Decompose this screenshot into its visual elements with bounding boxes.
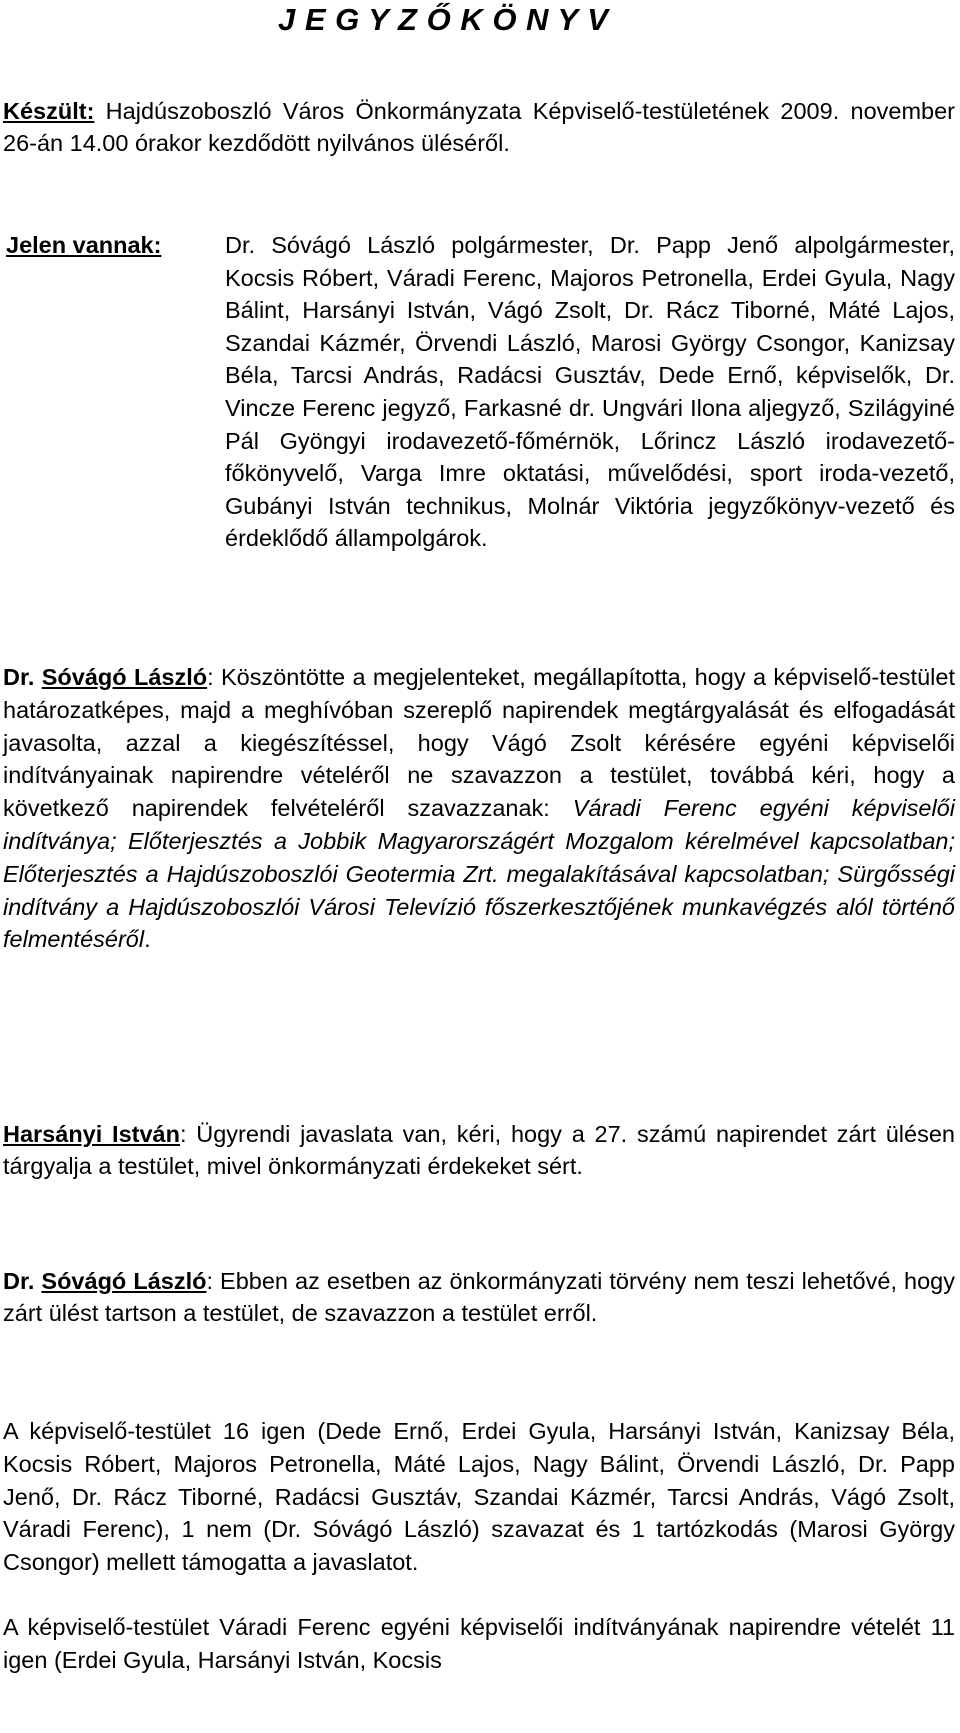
- agenda-items-italic: Váradi Ferenc egyéni képviselői indítványa; Előterjesztés a Jobbik Magyarországért Mozgalom kérelmével kapcsolatban; Előterjesztés a Hajdúszoboszlói Geotermia Zrt. megalakításával kapcsolatban; Sürgősségi indítvány a Hajdúszoboszlói Városi Televízió főszerkesztőjének munkavégzés alól történő felmentéséről: [3, 795, 955, 953]
- made-label: Készült:: [3, 98, 95, 124]
- paragraph-harsanyi: [3, 1118, 955, 1182]
- speaker-name: Sóvágó László: [41, 664, 208, 690]
- paragraph-text: : Ebben az esetben az önkormányzati törvény nem teszi lehetővé, hogy zárt ülést tartson a testület, de szavazzon a testület erről.: [3, 1268, 955, 1326]
- paragraph-vote-continued: [3, 1611, 955, 1677]
- paragraph-text: A képviselő-testület 16 igen (Dede Ernő, Erdei Gyula, Harsányi István, Kanizsay Béla, Kocsis Róbert, Majoros Petronella, Máté Lajos, Nagy Bálint, Örvendi László, Dr. Papp Jenő, Dr. Rácz Tiborné, Radácsi Gusztáv, Szandai Kázmér, Tarcsi András, Vágó Zsolt, Váradi Ferenc), 1 nem (Dr. Sóvágó László) szavazat és 1 tartózkodás (Marosi György Csongor) mellett támogatta a javaslatot.: [3, 1418, 955, 1576]
- document-title: J E G Y Z Ő K Ö N Y V: [278, 2, 609, 37]
- paragraph-text: : Köszöntötte a megjelenteket, megállapította, hogy a képviselő-testület határozatképes, majd a meghívóban szereplő napirendek megtárgyalását és elfogadását javasolta, azzal a kiegészítéssel, hogy Vágó Zsolt kérésére egyéni képviselői indítványainak napirendre vételéről ne szavazzon a testület, továbbá kéri, hogy a következő napirendek felvételéről szavazzanak:: [3, 664, 955, 822]
- speaker-prefix: Dr.: [3, 1268, 42, 1294]
- paragraph-mayor-opening: [3, 661, 955, 956]
- paragraph-tail: .: [144, 926, 151, 953]
- paragraph-mayor-reply: [3, 1265, 955, 1329]
- made-paragraph: [3, 95, 955, 159]
- speaker-name: Sóvágó László: [41, 1268, 207, 1294]
- paragraph-vote-result: [3, 1415, 955, 1579]
- made-text: Hajdúszoboszló Város Önkormányzata Képviselő-testületének 2009. november 26-án 14.00 órakor kezdődött nyilvános üléséről.: [3, 98, 955, 156]
- paragraph-text: A képviselő-testület Váradi Ferenc egyéni képviselői indítványának napirendre vételét 11 igen (Erdei Gyula, Harsányi István, Kocsis: [3, 1614, 955, 1673]
- present-label: Jelen vannak:: [6, 232, 162, 258]
- speaker-name: Harsányi István: [3, 1121, 180, 1147]
- paragraph-text: : Ügyrendi javaslata van, kéri, hogy a 27. számú napirendet zárt ülésen tárgyalja a testület, mivel önkormányzati érdekeket sért.: [3, 1121, 955, 1179]
- speaker-prefix: Dr.: [3, 664, 42, 690]
- present-text: Dr. Sóvágó László polgármester, Dr. Papp Jenő alpolgármester, Kocsis Róbert, Váradi Ferenc, Majoros Petronella, Erdei Gyula, Nagy Bálint, Harsányi István, Vágó Zsolt, Dr. Rácz Tiborné, Máté Lajos, Szandai Kázmér, Örvendi László, Marosi György Csongor, Kanizsay Béla, Tarcsi András, Radácsi Gusztáv, Dede Ernő, képviselők, Dr. Vincze Ferenc jegyző, Farkasné dr. Ungvári Ilona aljegyző, Szilágyiné Pál Gyöngyi irodavezető-főmérnök, Lőrincz László irodavezető-főkönyvelő, Varga Imre oktatási, művelődési, sport iroda-vezető, Gubányi István technikus, Molnár Viktória jegyzőkönyv-vezető és érdeklődő állampolgárok.: [225, 232, 955, 552]
